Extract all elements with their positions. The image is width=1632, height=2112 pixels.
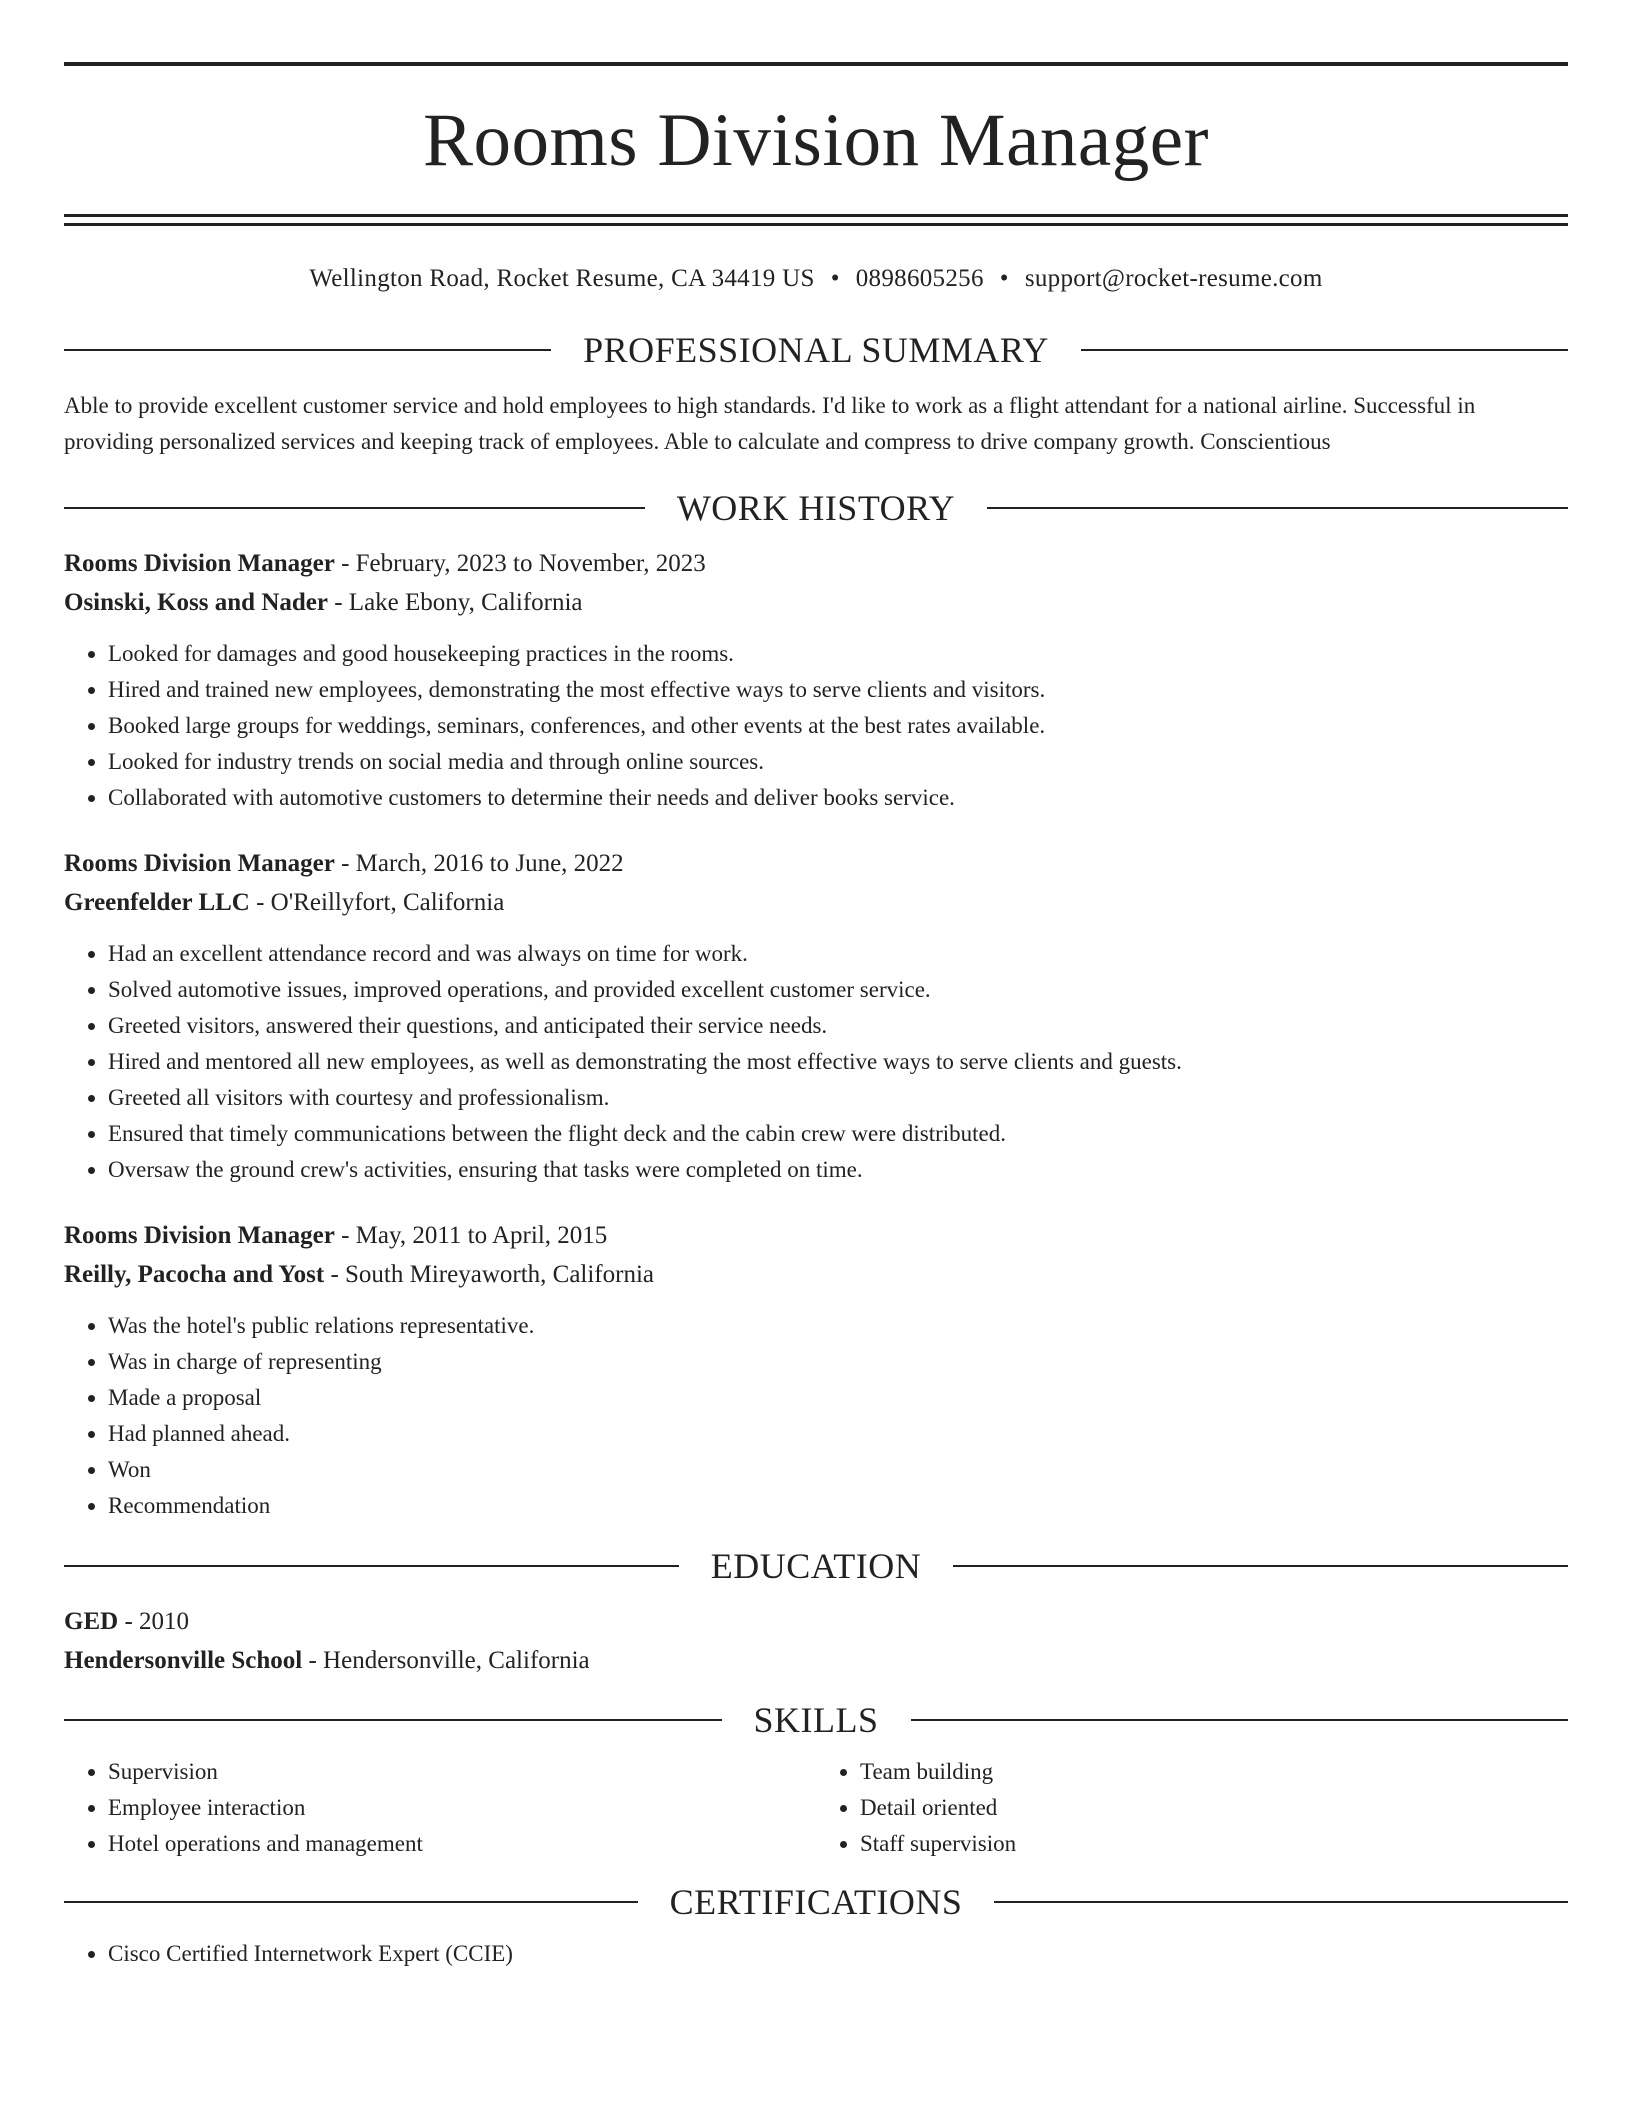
job-title-line	[64, 544, 1568, 583]
education-school: Hendersonville School	[64, 1647, 303, 1674]
page-title: Rooms Division Manager	[423, 99, 1209, 182]
section-rule	[1081, 349, 1568, 351]
job-title: Rooms Division Manager	[64, 1222, 335, 1249]
job-bullets	[64, 936, 1568, 1188]
education-school-line	[64, 1641, 1568, 1680]
job-bullets	[64, 1308, 1568, 1524]
contact-address: Wellington Road, Rocket Resume, CA 34419 US	[309, 265, 815, 292]
section-rule	[994, 1901, 1568, 1903]
section-header-work-history	[64, 486, 1568, 530]
list-item: • Cisco Certified Internetwork Expert (CCIE)	[108, 1936, 1568, 1972]
section-header-skills	[64, 1698, 1568, 1742]
contact-line	[64, 264, 1568, 294]
summary-text: Able to provide excellent customer service and hold employees to high standards. I'd like to work as a flight attendant for a national airline. Successful in providing personalized services and keeping track of employees. Able to calculate and compress to drive company growth. Conscientious	[64, 393, 1476, 454]
section-rule	[911, 1719, 1569, 1721]
section-header-summary	[64, 328, 1568, 372]
section-header-certifications	[64, 1880, 1568, 1924]
section-rule	[64, 1901, 638, 1903]
certifications-list	[64, 1936, 1568, 1972]
section-rule	[987, 507, 1568, 509]
list-item: • Greeted all visitors with courtesy and professionalism.	[108, 1080, 1568, 1116]
list-item: • Solved automotive issues, improved operations, and provided excellent customer service.	[108, 972, 1568, 1008]
section-rule	[64, 1565, 679, 1567]
contact-separator: •	[830, 265, 840, 292]
job-company-line	[64, 583, 1568, 622]
section-rule	[64, 507, 645, 509]
skills-list-right	[816, 1754, 1568, 1862]
top-rule	[64, 62, 1568, 66]
job-entry	[64, 544, 1568, 816]
contact-email: support@rocket-resume.com	[1024, 265, 1323, 292]
job-dates: - March, 2016 to June, 2022	[334, 850, 624, 877]
job-dates: - May, 2011 to April, 2015	[334, 1222, 608, 1249]
section-title: CERTIFICATIONS	[669, 1882, 963, 1922]
list-item: • Recommendation	[108, 1488, 1568, 1524]
job-company: Greenfelder LLC	[64, 889, 250, 916]
skills-list-left	[64, 1754, 816, 1862]
section-title: PROFESSIONAL SUMMARY	[583, 330, 1049, 370]
list-item: • Was the hotel's public relations representative.	[108, 1308, 1568, 1344]
list-item: • Looked for industry trends on social media and through online sources.	[108, 744, 1568, 780]
list-item: • Looked for damages and good housekeeping practices in the rooms.	[108, 636, 1568, 672]
list-item: • Supervision	[108, 1754, 816, 1790]
resume-page	[64, 62, 1568, 1972]
skills-columns	[64, 1754, 1568, 1862]
section-title: EDUCATION	[710, 1546, 922, 1586]
list-item: • Greeted visitors, answered their questions, and anticipated their service needs.	[108, 1008, 1568, 1044]
job-title-line	[64, 1216, 1568, 1255]
education-degree-line	[64, 1602, 1568, 1641]
education-degree: GED	[64, 1608, 119, 1635]
education-location: - Hendersonville, California	[302, 1647, 590, 1674]
list-item: • Staff supervision	[860, 1826, 1568, 1862]
contact-separator: •	[999, 265, 1009, 292]
job-company: Osinski, Koss and Nader	[64, 589, 328, 616]
list-item: • Hired and trained new employees, demonstrating the most effective ways to serve clients and visitors.	[108, 672, 1568, 708]
list-item: • Made a proposal	[108, 1380, 1568, 1416]
list-item: • Team building	[860, 1754, 1568, 1790]
job-company: Reilly, Pacocha and Yost	[64, 1261, 325, 1288]
job-location: - O'Reillyfort, California	[249, 889, 505, 916]
list-item: • Oversaw the ground crew's activities, ensuring that tasks were completed on time.	[108, 1152, 1568, 1188]
list-item: • Employee interaction	[108, 1790, 816, 1826]
job-bullets	[64, 636, 1568, 816]
list-item: • Detail oriented	[860, 1790, 1568, 1826]
education-year: - 2010	[118, 1608, 190, 1635]
section-rule	[64, 1719, 722, 1721]
list-item: • Hotel operations and management	[108, 1826, 816, 1862]
job-location: - South Mireyaworth, California	[324, 1261, 655, 1288]
list-item: • Collaborated with automotive customers to determine their needs and deliver books service.	[108, 780, 1568, 816]
job-title-line	[64, 844, 1568, 883]
section-header-education	[64, 1544, 1568, 1588]
section-rule	[953, 1565, 1568, 1567]
section-title: SKILLS	[753, 1700, 879, 1740]
list-item: • Hired and mentored all new employees, as well as demonstrating the most effective ways to serve clients and guests.	[108, 1044, 1568, 1080]
job-location: - Lake Ebony, California	[327, 589, 583, 616]
job-entry	[64, 1216, 1568, 1524]
job-entry	[64, 844, 1568, 1188]
job-title: Rooms Division Manager	[64, 850, 335, 877]
job-company-line	[64, 1255, 1568, 1294]
contact-phone: 0898605256	[855, 265, 984, 292]
list-item: • Had an excellent attendance record and was always on time for work.	[108, 936, 1568, 972]
job-company-line	[64, 883, 1568, 922]
list-item: • Booked large groups for weddings, seminars, conferences, and other events at the best rates available.	[108, 708, 1568, 744]
list-item: • Had planned ahead.	[108, 1416, 1568, 1452]
list-item: • Won	[108, 1452, 1568, 1488]
section-title: WORK HISTORY	[676, 488, 956, 528]
job-dates: - February, 2023 to November, 2023	[334, 550, 706, 577]
list-item: • Ensured that timely communications between the flight deck and the cabin crew were distributed.	[108, 1116, 1568, 1152]
title-double-rule	[64, 214, 1568, 226]
job-title: Rooms Division Manager	[64, 550, 335, 577]
section-rule	[64, 349, 551, 351]
list-item: • Was in charge of representing	[108, 1344, 1568, 1380]
